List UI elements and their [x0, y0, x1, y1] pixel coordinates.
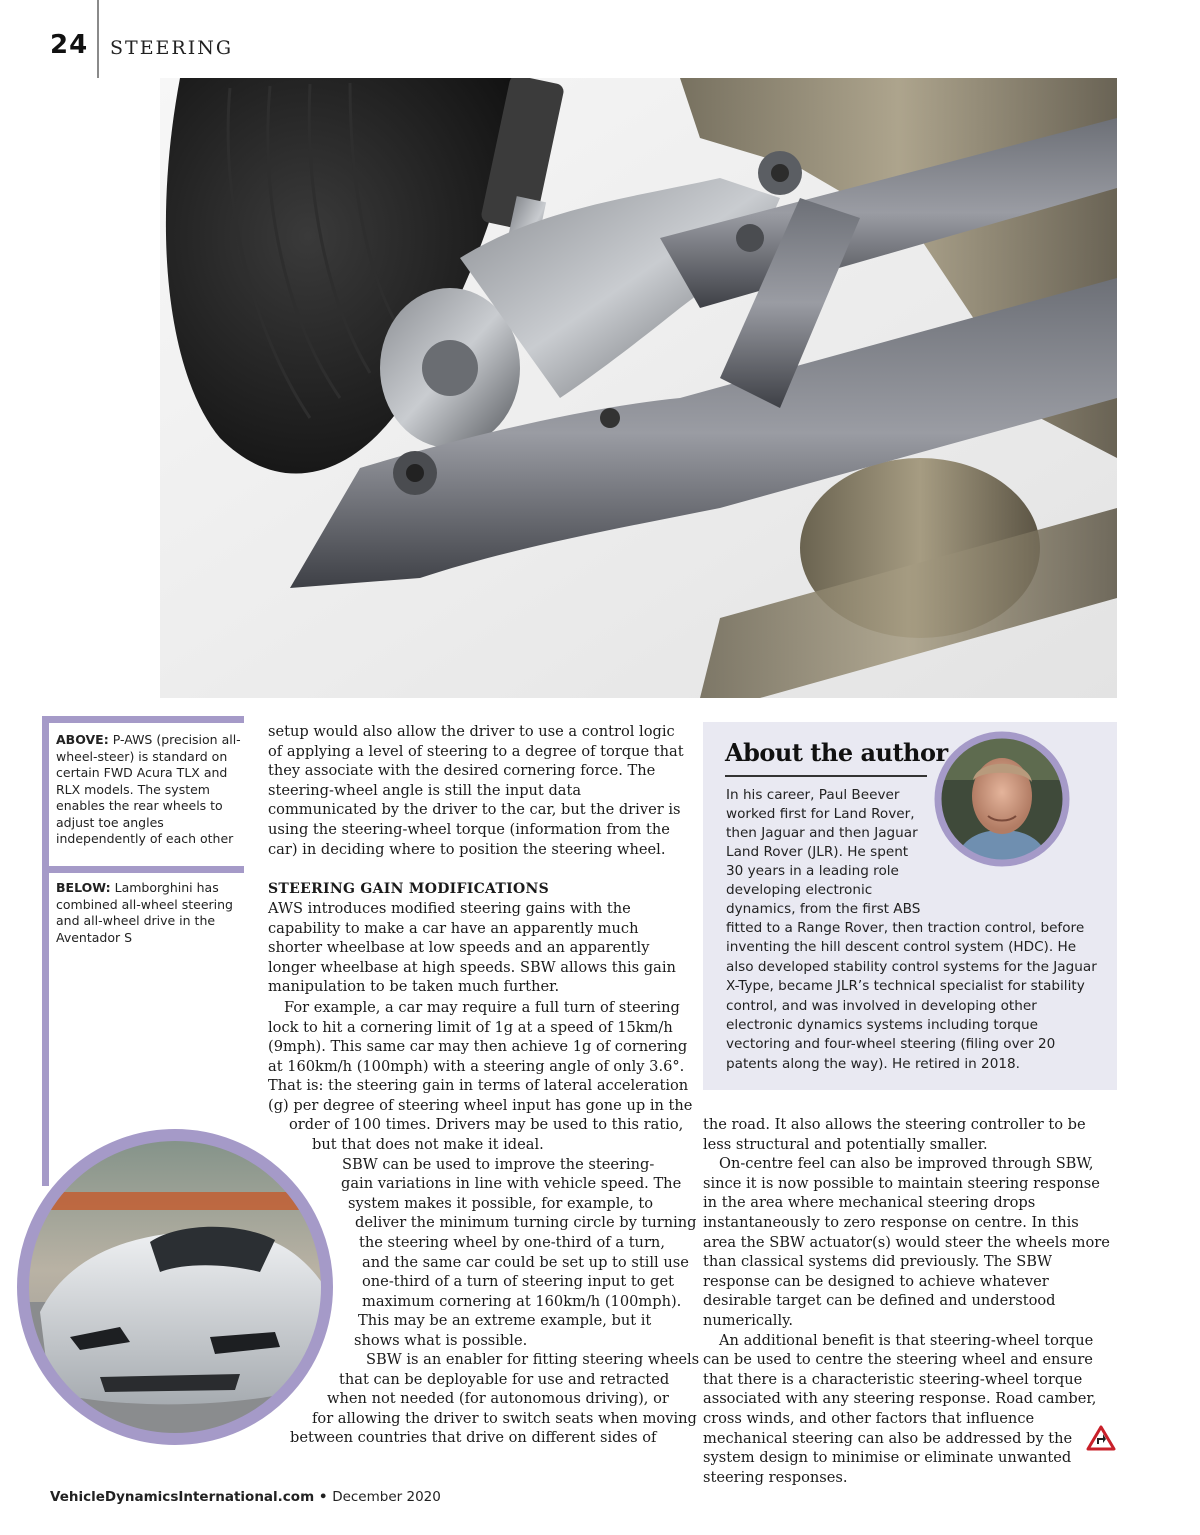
subheading-steering-gain: STEERING GAIN MODIFICATIONS	[268, 881, 549, 897]
line-p2-2: (9mph). This same car may then achieve 1g of cornering	[268, 1038, 688, 1055]
line-p4-2: when not needed (for autonomous driving), or	[327, 1390, 669, 1407]
author-bio-line-6: dynamics, from the first ABS	[726, 901, 921, 917]
footer	[50, 1489, 441, 1505]
line-p3-6: one-third of a turn of steering input to get	[362, 1273, 675, 1290]
caption-accent-left	[42, 716, 49, 1186]
footer-site: VehicleDynamicsInternational.com	[50, 1489, 315, 1505]
author-photo	[933, 730, 1071, 868]
caption-below-label: BELOW:	[56, 880, 111, 895]
paragraph-col2-2: On-centre feel can also be improved through SBW, since it is now possible to maintain steering response in the area where mechanical steering drops instantaneously to zero response on centre. In this area the SBW actuator(s) would steer the wheels more than classical systems did previously. The SBW response can be designed to achieve whatever desirable target can be defined and understood numerically.	[703, 1155, 1110, 1329]
line-p2-6: order of 100 times. Drivers may be used to this ratio,	[289, 1116, 684, 1133]
caption-divider	[42, 866, 244, 873]
line-p4-4: between countries that drive on different sides of	[290, 1429, 657, 1446]
caption-above-text: P-AWS (precision all-wheel-steer) is standard on certain FWD Acura TLX and RLX models. The system enables the rear wheels to adjust toe angles independently of each other	[56, 732, 241, 846]
author-bio-line-4: 30 years in a leading role	[726, 863, 899, 879]
line-p4-3: for allowing the driver to switch seats when moving	[312, 1410, 697, 1427]
page-number: 24	[50, 30, 89, 60]
paragraph-intro: setup would also allow the driver to use a control logic of applying a level of steering to a degree of torque that they associate with the desired cornering force. The steering-wheel angle is still the input data communicated by the driver to the car, but the driver is using the steering-wheel torque (information from the car) in deciding where to position the steering wheel.	[268, 723, 684, 858]
caption-above	[56, 732, 242, 848]
line-p3-4: the steering wheel by one-third of a turn,	[359, 1234, 665, 1251]
footer-separator: •	[314, 1489, 333, 1505]
suspension-image	[160, 78, 1117, 698]
author-bio-line-2: then Jaguar and then Jaguar	[726, 825, 918, 841]
author-bio-line-5: developing electronic	[726, 882, 873, 898]
line-p2-3: at 160km/h (100mph) with a steering angle of only 3.6°.	[268, 1058, 685, 1075]
line-p2-7: but that does not make it ideal.	[312, 1136, 544, 1153]
line-p4-1: that can be deployable for use and retracted	[339, 1371, 670, 1388]
line-p3-5: and the same car could be set up to still use	[362, 1254, 689, 1271]
caption-above-label: ABOVE:	[56, 732, 109, 747]
paragraph-col2-1: the road. It also allows the steering controller to be less structural and potentially smaller.	[703, 1116, 1086, 1153]
line-p2-0: For example, a car may require a full turn of steering	[284, 999, 680, 1016]
line-p3-2: system makes it possible, for example, to	[348, 1195, 654, 1212]
line-p2-4: That is: the steering gain in terms of lateral acceleration	[268, 1077, 689, 1094]
author-title-rule	[725, 775, 927, 777]
line-p3-1: gain variations in line with vehicle speed. The	[341, 1175, 682, 1192]
author-bio-line-0: In his career, Paul Beever	[726, 787, 900, 803]
lamborghini-image	[10, 1122, 340, 1452]
line-p3-0: SBW can be used to improve the steering-	[342, 1156, 655, 1173]
line-p2-1: lock to hit a cornering limit of 1g at a speed of 15km/h	[268, 1019, 673, 1036]
line-p3-9: shows what is possible.	[354, 1332, 528, 1349]
line-p3-3: deliver the minimum turning circle by turning	[355, 1214, 697, 1231]
header-divider	[97, 0, 99, 78]
caption-accent-top	[42, 716, 244, 723]
paragraph-col2-3: An additional benefit is that steering-wheel torque can be used to centre the steering wheel and ensure that there is a characteristic steering-wheel torque associated with any steering response. Road camber, cross winds, and other factors that influence mechanical steering can also be addressed by the system design to minimise or eliminate unwanted steering responses.	[703, 1331, 1097, 1486]
line-p3-8: This may be an extreme example, but it	[358, 1312, 652, 1329]
paragraph-gain-1	[268, 899, 684, 997]
line-p4-0: SBW is an enabler for fitting steering wheels	[366, 1351, 700, 1368]
caption-below-text: Lamborghini has combined all-wheel steering and all-wheel drive in the Aventador S	[56, 880, 233, 945]
section-title: STEERING	[110, 37, 234, 59]
line-p2-5: (g) per degree of steering wheel input has gone up in the	[268, 1097, 693, 1114]
author-title: About the author	[725, 738, 948, 767]
body-column-2	[703, 1115, 1113, 1487]
author-bio-rest: fitted to a Range Rover, then traction control, before inventing the hill descent control system (HDC). He also developed stability control systems for the Jaguar X-Type, became JLR’s technical specialist for stability control, and was involved in developing other electronic dynamics systems including torque vectoring and four-wheel steering (filing over 20 patents along the way). He retired in 2018.	[726, 920, 1097, 1072]
end-mark-icon	[1086, 1425, 1116, 1451]
line-p3-7: maximum cornering at 160km/h (100mph).	[362, 1293, 682, 1310]
caption-below	[56, 880, 242, 946]
body-column-1	[268, 722, 684, 859]
paragraph-text: AWS introduces modified steering gains with the capability to make a car have an apparently much shorter wheelbase at low speeds and an apparently longer wheelbase at high speeds. SBW allows this gain manipulation to be taken much further.	[268, 900, 676, 996]
author-bio-line-3: Land Rover (JLR). He spent	[726, 844, 909, 860]
author-bio-line-1: worked first for Land Rover,	[726, 806, 915, 822]
footer-date: December 2020	[332, 1489, 441, 1505]
